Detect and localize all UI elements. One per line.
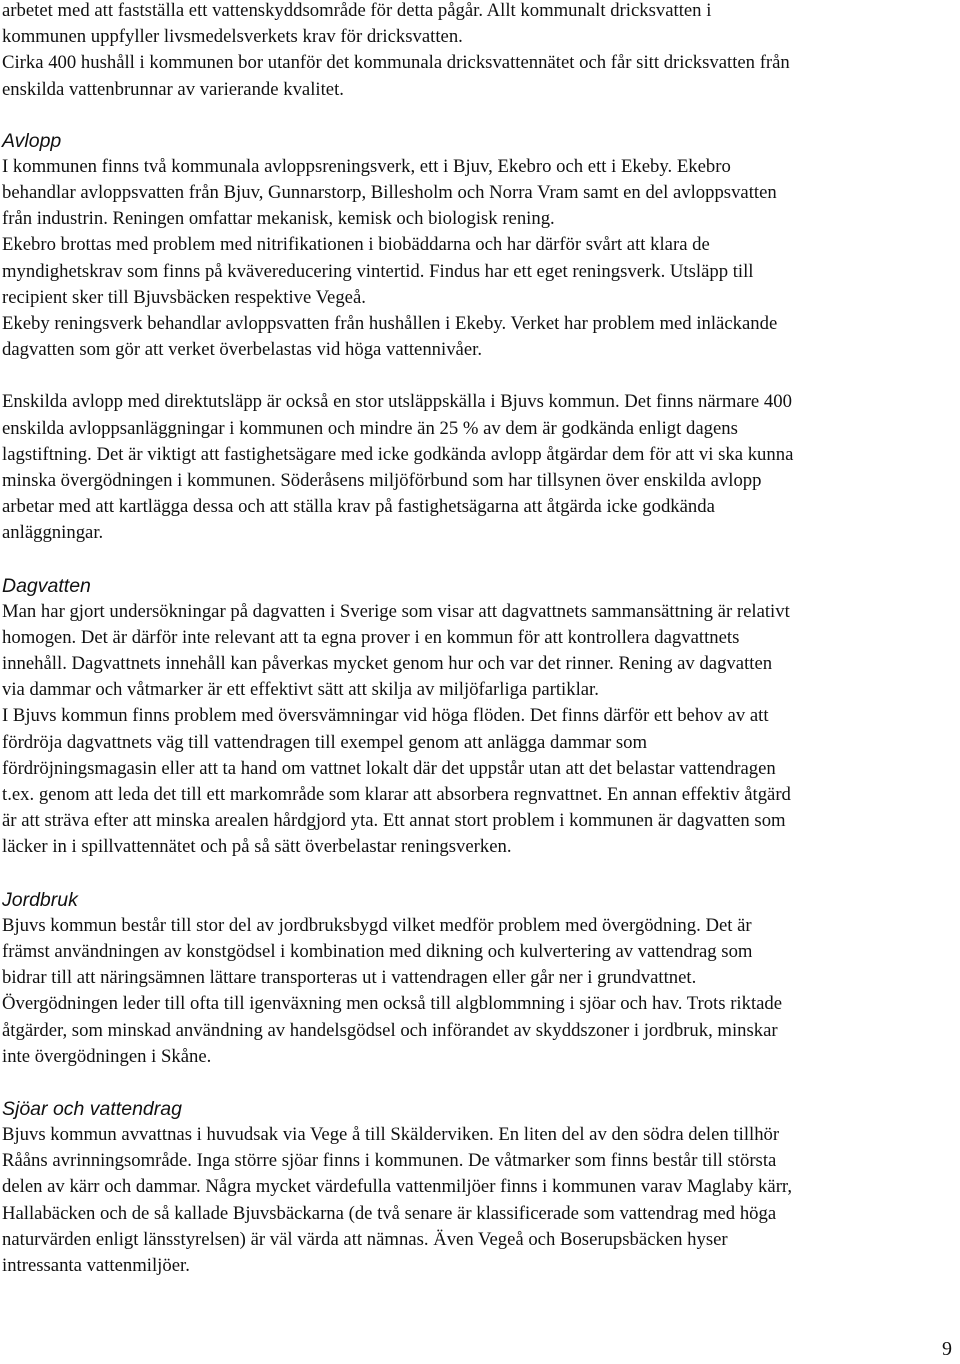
section-dagvatten	[2, 573, 954, 861]
page-number: 9	[942, 1338, 952, 1360]
section-heading-sjoar-och-vattendrag: Sjöar och vattendrag	[2, 1097, 182, 1120]
jordbruk-paragraph: Bjuvs kommun består till stor del av jordbruksbygd vilket medför problem med övergödning. Det är främst användningen av konstgödsel i kombination med dikning och kulvertering av vattendrag som bidrar till att näringsämnen lättare transporteras ut i vattendragen eller går ner i grundvattnet. Övergödningen leder till ofta till igenväxning men också till algblommning i sjöar och hav. Trots riktade åtgärder, som minskad användning av handelsgödsel och införandet av skyddszoner i jordbruk, minskar inte övergödningen i Skåne.	[2, 914, 783, 1067]
document-page	[2, 0, 954, 1279]
section-heading-dagvatten: Dagvatten	[2, 574, 91, 597]
section-sjoar-och-vattendrag	[2, 1096, 954, 1279]
section-heading-jordbruk: Jordbruk	[2, 888, 78, 911]
avlopp-paragraph-1: I kommunen finns två kommunala avloppsreningsverk, ett i Bjuv, Ekebro och ett i Ekeby. Ekebro behandlar avloppsvatten från Bjuv, Gunnarstorp, Billesholm och Norra Vram samt en del avloppsvatten från industrin. Reningen omfattar mekanisk, kemisk och biologisk rening. Ekebro brottas med problem med nitrifikationen i biobäddarna och har därför svårt att klara de myndighetskrav som finns på kvävereducering vintertid. Findus har ett eget reningsverk. Utsläpp till recipient sker till Bjuvsbäcken respektive Vegeå. Ekeby reningsverk behandlar avloppsvatten från hushållen i Ekeby. Verket har problem med inläckande dagvatten som gör att verket överbelastas vid höga vattennivåer.	[2, 155, 778, 361]
section-heading-avlopp: Avlopp	[2, 129, 62, 152]
section-jordbruk	[2, 887, 954, 1070]
avlopp-paragraph-2: Enskilda avlopp med direktutsläpp är också en stor utsläppskälla i Bjuvs kommun. Det finns närmare 400 enskilda avloppsanläggningar i kommunen och mindre än 25 % av dem är godkända enligt dagens lagstiftning. Det är viktigt att fastighetsägare med icke godkända avlopp åtgärdar dem för att vi ska kunna minska övergödningen i kommunen. Söderåsens miljöförbund som har tillsynen över enskilda avlopp arbetar med att kartlägga dessa och att ställa krav på fastighetsägarna att åtgärda icke godkända anläggningar.	[2, 391, 794, 544]
section-avlopp	[2, 128, 954, 547]
dagvatten-paragraph: Man har gjort undersökningar på dagvatten i Sverige som visar att dagvattnets sammansättning är relativt homogen. Det är därför inte relevant att ta egna prover i en kommun för att kontrollera dagvattnets innehåll. Dagvattnets innehåll kan påverkas mycket genom hur och var det rinner. Rening av dagvatten via dammar och våtmarker är ett effektivt sätt att skilja av miljöfarliga partiklar. I Bjuvs kommun finns problem med översvämningar vid höga flöden. Det finns därför ett behov av att fördröja dagvattnets väg till vattendragen till exempel genom att anlägga dammar som fördröjningsmagasin eller att ta hand om vattnet lokalt där det uppstår utan att det belastar vattendragen t.ex. genom att leda det till ett markområde som klarar att absorbera regnvattnet. En annan effektiv åtgärd är att sträva efter att minska arealen hårdgjord yta. Ett annat stort problem i kommunen är dagvatten som läcker in i spillvattennätet och på så sätt överbelastar reningsverken.	[2, 600, 791, 858]
intro-paragraph: arbetet med att fastställa ett vattenskyddsområde för detta pågår. Allt kommunalt dricksvatten i kommunen uppfyller livsmedelsverkets krav för dricksvatten. Cirka 400 hushåll i kommunen bor utanför det kommunala dricksvattennätet och får sitt dricksvatten från enskilda vattenbrunnar av varierande kvalitet.	[2, 0, 790, 100]
sjoar-paragraph: Bjuvs kommun avvattnas i huvudsak via Vege å till Skälderviken. En liten del av den södra delen tillhör Rååns avrinningsområde. Inga större sjöar finns i kommunen. De våtmarker som finns består till största delen av kärr och dammar. Några mycket värdefulla vattenmiljöer finns i kommunen varav Maglaby kärr, Hallabäcken och de så kallade Bjuvsbäckarna (de två senare är klassificerade som vattendrag med höga naturvärden enligt länsstyrelsen) är väl värda att nämnas. Även Vegeå och Boserupsbäcken hyser intressanta vattenmiljöer.	[2, 1123, 793, 1276]
